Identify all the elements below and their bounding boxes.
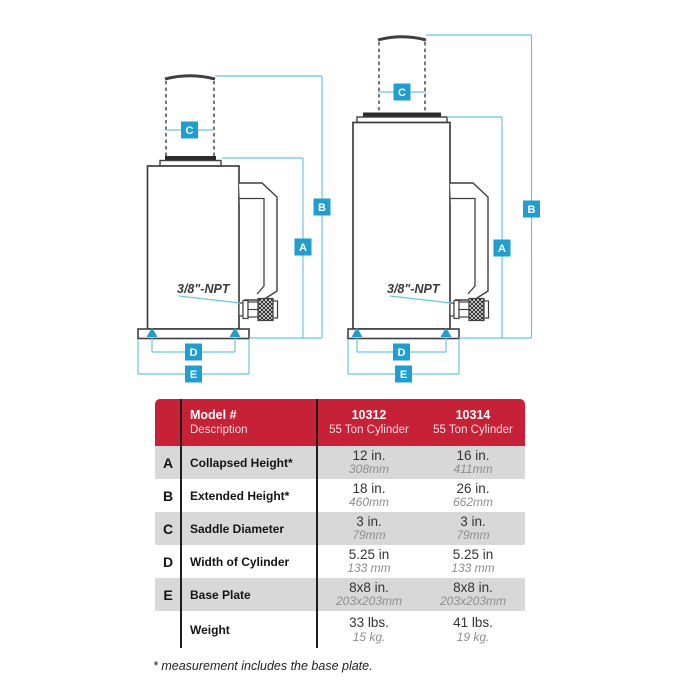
dim-letter-a: A	[498, 243, 506, 255]
right-handle-bracket	[450, 183, 488, 300]
value-imperial: 41 lbs.	[453, 615, 493, 631]
header-model-description	[181, 399, 317, 446]
model-description: 55 Ton Cylinder	[329, 424, 409, 437]
value-imperial: 3 in.	[356, 513, 382, 529]
row-value	[317, 578, 421, 611]
table-row-width-of-cylinder	[155, 545, 525, 578]
value-metric: 133 mm	[451, 561, 495, 576]
value-metric: 308mm	[348, 462, 389, 477]
table-row-collapsed-height	[155, 446, 525, 479]
dim-letter-d: D	[189, 347, 198, 359]
value-metric: 79mm	[352, 528, 386, 543]
value-imperial: 8x8 in.	[349, 579, 389, 595]
model-number: 10312	[351, 407, 387, 422]
left-knurled-coupler	[258, 299, 273, 321]
left-hydraulic-fitting	[239, 299, 278, 321]
row-letter	[155, 611, 181, 649]
table-row-saddle-diameter	[155, 512, 525, 545]
spec-table	[155, 399, 525, 649]
value-imperial: 18 in.	[352, 480, 386, 496]
value-metric: 662mm	[452, 495, 493, 510]
right-hydraulic-fitting	[450, 299, 489, 321]
footnote: * measurement includes the base plate.	[153, 659, 373, 673]
dim-letter-c: C	[185, 125, 194, 137]
row-label: Width of Cylinder	[190, 554, 290, 569]
value-imperial: 16 in.	[456, 447, 490, 463]
row-value	[317, 611, 421, 649]
row-label: Base Plate	[190, 587, 251, 602]
dim-letter-e: E	[399, 369, 408, 381]
value-metric: 203x203mm	[335, 594, 403, 609]
value-metric: 133 mm	[347, 561, 391, 576]
row-value	[317, 446, 421, 479]
dim-letter-d: D	[397, 347, 406, 359]
row-value	[421, 512, 525, 545]
value-imperial: 26 in.	[456, 480, 490, 496]
value-metric: 19 kg.	[456, 629, 490, 644]
dim-letter-b: B	[318, 202, 326, 214]
row-label: Collapsed Height*	[190, 455, 293, 470]
row-value	[421, 479, 525, 512]
row-letter: B	[162, 487, 174, 504]
dim-letter-c: C	[398, 87, 406, 99]
dim-letter-e: E	[189, 369, 198, 381]
header-letter-spacer	[155, 399, 181, 446]
dim-letter-a: A	[299, 242, 307, 254]
left-piston-dashed-outline	[166, 81, 214, 156]
right-base-plate	[348, 329, 459, 339]
value-imperial: 5.25 in	[348, 546, 390, 562]
row-letter: C	[162, 520, 174, 537]
model-number-heading: Model #	[190, 407, 237, 422]
value-imperial: 12 in.	[352, 447, 386, 463]
value-metric: 15 kg.	[352, 629, 386, 644]
table-divider-line	[180, 399, 182, 648]
row-value	[317, 545, 421, 578]
description-heading: Description	[190, 424, 248, 437]
row-letter: A	[162, 454, 174, 471]
value-metric: 460mm	[348, 495, 389, 510]
right-cylinder-body	[353, 123, 450, 330]
row-letter: D	[162, 553, 174, 570]
column-header-model-1	[317, 399, 421, 446]
right-knurled-coupler	[469, 299, 484, 321]
value-imperial: 5.25 in	[452, 546, 494, 562]
value-imperial: 3 in.	[460, 513, 486, 529]
row-label: Extended Height*	[190, 488, 290, 503]
row-value	[421, 446, 525, 479]
row-value	[421, 578, 525, 611]
left-cylinder-body	[148, 166, 240, 329]
table-row-base-plate	[155, 578, 525, 611]
row-value	[421, 611, 525, 649]
table-row-weight	[155, 611, 525, 649]
left-npt-label: 3/8"-NPT	[177, 282, 230, 296]
row-label: Weight	[190, 623, 230, 637]
row-value	[317, 512, 421, 545]
right-npt-label: 3/8"-NPT	[387, 282, 440, 296]
row-label: Saddle Diameter	[190, 521, 285, 536]
table-header	[155, 399, 525, 446]
dim-letter-b: B	[527, 204, 536, 216]
left-piston-cap	[165, 76, 215, 79]
value-metric: 79mm	[456, 528, 490, 543]
right-piston-cap	[378, 37, 426, 40]
model-number: 10314	[455, 407, 491, 422]
row-letter: E	[163, 586, 173, 603]
row-value	[317, 479, 421, 512]
value-imperial: 8x8 in.	[453, 579, 493, 595]
right-piston-dashed-outline	[379, 42, 425, 112]
value-metric: 203x203mm	[439, 594, 507, 609]
value-imperial: 33 lbs.	[349, 615, 389, 631]
table-row-extended-height	[155, 479, 525, 512]
column-header-model-2	[421, 399, 525, 446]
left-handle-bracket	[239, 183, 277, 300]
model-description: 55 Ton Cylinder	[433, 424, 513, 437]
value-metric: 411mm	[453, 462, 493, 477]
row-value	[421, 545, 525, 578]
table-divider-line	[316, 399, 318, 648]
